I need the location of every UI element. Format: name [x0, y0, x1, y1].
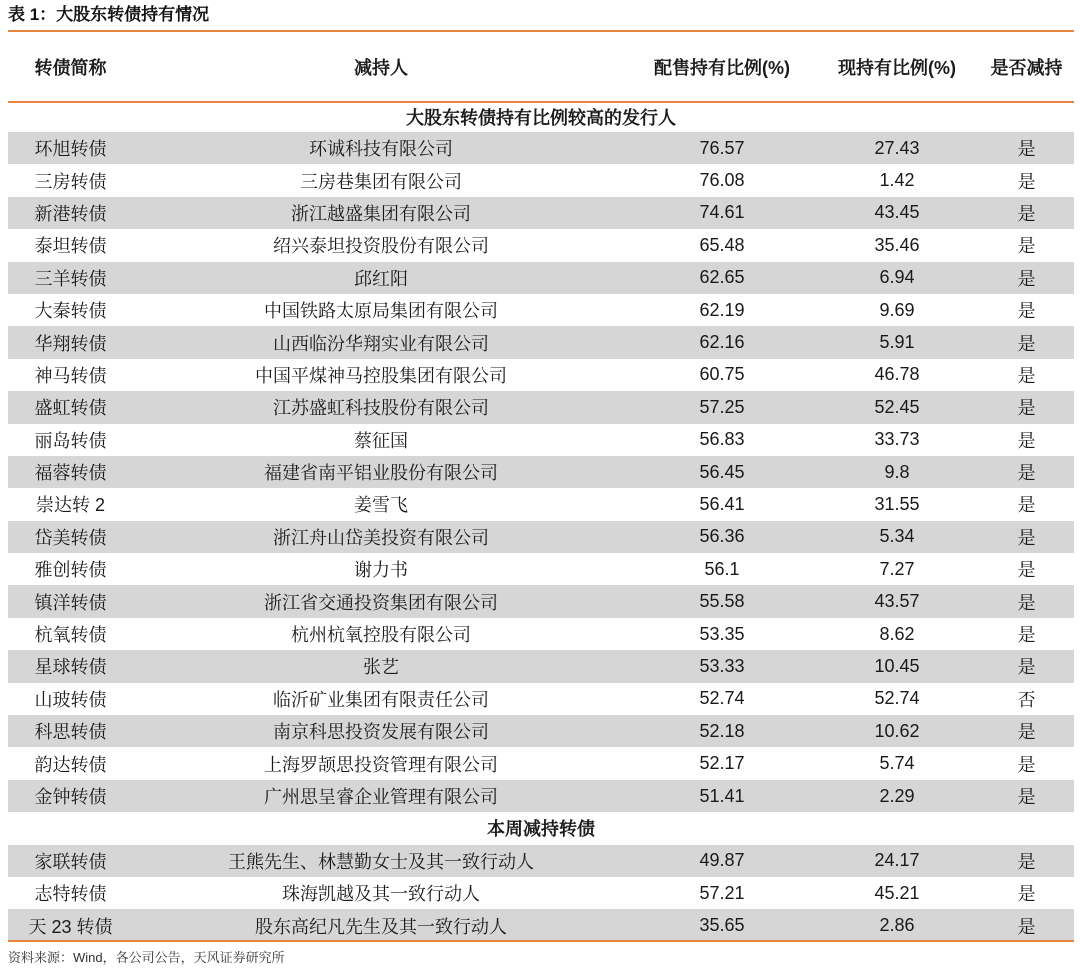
allotment-ratio-cell: 76.57 — [629, 132, 815, 164]
section-high-holding — [8, 101, 1074, 132]
current-ratio-cell: 33.73 — [874, 429, 920, 450]
table-row — [8, 618, 1074, 650]
allotment-ratio-cell: 56.83 — [699, 429, 745, 450]
current-ratio-cell: 10.62 — [815, 715, 979, 747]
current-ratio-cell: 1.42 — [879, 170, 915, 191]
reduced-cell: 是 — [979, 521, 1074, 553]
current-ratio-cell: 46.78 — [874, 364, 920, 385]
reducer-cell: 临沂矿业集团有限责任公司 — [273, 689, 489, 710]
reduced-cell: 是 — [979, 585, 1074, 617]
table-row — [8, 909, 1074, 941]
bond-name-cell: 雅创转债 — [34, 560, 107, 581]
allotment-ratio-cell: 74.61 — [629, 197, 815, 229]
table-row — [8, 197, 1074, 229]
section-weekly-reduction — [8, 812, 1074, 844]
allotment-ratio-cell: 57.25 — [629, 391, 815, 423]
reduced-cell: 是 — [979, 780, 1074, 812]
reducer-cell: 浙江舟山岱美投资有限公司 — [133, 521, 629, 553]
reduced-cell: 是 — [1017, 884, 1036, 905]
reduced-cell: 是 — [979, 391, 1074, 423]
bond-name-cell: 福蓉转债 — [8, 456, 133, 488]
allotment-ratio-cell: 49.87 — [629, 845, 815, 877]
table-row — [8, 521, 1074, 553]
reducer-cell: 珠海凯越及其一致行动人 — [282, 884, 480, 905]
table-caption: 表 1：大股东转债持有情况 — [8, 5, 210, 24]
bond-holding-table — [8, 32, 1074, 942]
reducer-cell: 浙江省交通投资集团有限公司 — [133, 585, 629, 617]
allotment-ratio-cell: 52.18 — [629, 715, 815, 747]
allotment-ratio-cell: 56.1 — [704, 558, 740, 579]
allotment-ratio-cell: 60.75 — [699, 364, 745, 385]
column-header-current-ratio: 现持有比例(%) — [838, 57, 956, 78]
table-row — [8, 132, 1074, 164]
bond-name-cell: 镇洋转债 — [8, 585, 133, 617]
table-row — [8, 164, 1074, 196]
current-ratio-cell: 5.74 — [879, 753, 915, 774]
bond-name-cell: 三房转债 — [34, 171, 107, 192]
column-header-allotment-ratio: 配售持有比例(%) — [654, 57, 790, 78]
reduced-cell: 是 — [1017, 495, 1036, 516]
table-row — [8, 683, 1074, 715]
allotment-ratio-cell: 62.16 — [629, 326, 815, 358]
reducer-cell: 杭州杭氧控股有限公司 — [291, 625, 471, 646]
current-ratio-cell: 45.21 — [874, 882, 920, 903]
bond-name-cell: 神马转债 — [34, 365, 107, 386]
current-ratio-cell: 7.27 — [879, 558, 915, 579]
reducer-cell: 姜雪飞 — [354, 495, 408, 516]
reducer-cell: 上海罗颉思投资管理有限公司 — [264, 754, 498, 775]
reduced-cell: 是 — [979, 326, 1074, 358]
reducer-cell: 三房巷集团有限公司 — [300, 171, 462, 192]
table-row — [8, 391, 1074, 423]
bond-name-cell: 岱美转债 — [8, 521, 133, 553]
table-row — [8, 359, 1074, 391]
table-row — [8, 845, 1074, 877]
current-ratio-cell: 9.8 — [815, 456, 979, 488]
current-ratio-cell: 5.34 — [815, 521, 979, 553]
current-ratio-cell: 43.45 — [815, 197, 979, 229]
reducer-cell: 股东高纪凡先生及其一致行动人 — [133, 909, 629, 941]
bond-name-cell: 泰坦转债 — [34, 236, 107, 257]
current-ratio-cell: 9.69 — [879, 299, 915, 320]
allotment-ratio-cell: 55.58 — [629, 585, 815, 617]
table-row — [8, 424, 1074, 456]
table-row — [8, 456, 1074, 488]
table-row — [8, 715, 1074, 747]
current-ratio-cell: 52.74 — [874, 688, 920, 709]
bond-name-cell: 金钟转债 — [8, 780, 133, 812]
reduced-cell: 是 — [979, 845, 1074, 877]
bond-name-cell: 大秦转债 — [34, 301, 107, 322]
reduced-cell: 是 — [979, 650, 1074, 682]
current-ratio-cell: 10.45 — [815, 650, 979, 682]
source-note: 资料来源：Wind，各公司公告，天风证券研究所 — [8, 950, 285, 965]
allotment-ratio-cell: 53.35 — [699, 623, 745, 644]
table-row — [8, 326, 1074, 358]
allotment-ratio-cell: 56.41 — [699, 493, 745, 514]
table-row — [8, 262, 1074, 294]
allotment-ratio-cell: 76.08 — [699, 170, 745, 191]
bond-name-cell: 丽岛转债 — [34, 430, 107, 451]
reducer-cell: 邱红阳 — [133, 262, 629, 294]
column-header-reduced: 是否减持 — [990, 57, 1063, 78]
reduced-cell: 是 — [979, 262, 1074, 294]
reducer-cell: 福建省南平铝业股份有限公司 — [133, 456, 629, 488]
reduced-cell: 否 — [1017, 689, 1036, 710]
current-ratio-cell: 6.94 — [815, 262, 979, 294]
allotment-ratio-cell: 56.45 — [629, 456, 815, 488]
bond-name-cell: 新港转债 — [8, 197, 133, 229]
column-header-reducer: 减持人 — [354, 57, 408, 78]
reduced-cell: 是 — [1017, 625, 1036, 646]
current-ratio-cell: 31.55 — [874, 493, 920, 514]
current-ratio-cell: 2.86 — [815, 909, 979, 941]
bond-name-cell: 星球转债 — [8, 650, 133, 682]
table-row — [8, 294, 1074, 326]
reduced-cell: 是 — [1017, 236, 1036, 257]
reducer-cell: 蔡征国 — [354, 430, 408, 451]
allotment-ratio-cell: 52.74 — [699, 688, 745, 709]
current-ratio-cell: 35.46 — [874, 234, 920, 255]
header-row — [8, 32, 1074, 101]
current-ratio-cell: 27.43 — [815, 132, 979, 164]
table-row — [8, 553, 1074, 585]
bond-name-cell: 环旭转债 — [8, 132, 133, 164]
table-row — [8, 488, 1074, 520]
current-ratio-cell: 43.57 — [815, 585, 979, 617]
table-bottom-rule — [8, 940, 1074, 942]
reducer-cell: 山西临汾华翔实业有限公司 — [133, 326, 629, 358]
allotment-ratio-cell: 65.48 — [699, 234, 745, 255]
bond-name-cell: 韵达转债 — [34, 754, 107, 775]
bond-name-cell: 盛虹转债 — [8, 391, 133, 423]
allotment-ratio-cell: 62.19 — [699, 299, 745, 320]
bond-name-cell: 崇达转 2 — [35, 495, 105, 516]
bond-name-cell: 山玻转债 — [34, 689, 107, 710]
reduced-cell: 是 — [979, 456, 1074, 488]
reducer-cell: 中国铁路太原局集团有限公司 — [264, 301, 498, 322]
reducer-cell: 谢力书 — [354, 560, 408, 581]
reducer-cell: 中国平煤神马控股集团有限公司 — [255, 365, 507, 386]
table-row — [8, 747, 1074, 779]
reducer-cell: 张艺 — [133, 650, 629, 682]
allotment-ratio-cell: 62.65 — [629, 262, 815, 294]
current-ratio-cell: 24.17 — [815, 845, 979, 877]
bond-name-cell: 杭氧转债 — [34, 625, 107, 646]
reduced-cell: 是 — [1017, 754, 1036, 775]
allotment-ratio-cell: 52.17 — [699, 753, 745, 774]
bond-name-cell: 志特转债 — [34, 884, 107, 905]
table-row — [8, 877, 1074, 909]
allotment-ratio-cell: 53.33 — [629, 650, 815, 682]
bond-name-cell: 天 23 转债 — [8, 909, 133, 941]
table-row — [8, 650, 1074, 682]
reducer-cell: 广州思呈睿企业管理有限公司 — [133, 780, 629, 812]
current-ratio-cell: 2.29 — [815, 780, 979, 812]
reduced-cell: 是 — [979, 132, 1074, 164]
reduced-cell: 是 — [979, 197, 1074, 229]
reducer-cell: 王熊先生、林慧勤女士及其一致行动人 — [133, 845, 629, 877]
reduced-cell: 是 — [1017, 171, 1036, 192]
reduced-cell: 是 — [1017, 301, 1036, 322]
table-row — [8, 780, 1074, 812]
reducer-cell: 江苏盛虹科技股份有限公司 — [133, 391, 629, 423]
current-ratio-cell: 52.45 — [815, 391, 979, 423]
allotment-ratio-cell: 57.21 — [699, 882, 745, 903]
reduced-cell: 是 — [1017, 365, 1036, 386]
reduced-cell: 是 — [1017, 560, 1036, 581]
bond-name-cell: 华翔转债 — [8, 326, 133, 358]
current-ratio-cell: 8.62 — [879, 623, 915, 644]
section-weekly-reduction-title: 本周减持转债 — [487, 819, 595, 840]
reducer-cell: 南京科思投资发展有限公司 — [133, 715, 629, 747]
reduced-cell: 是 — [1017, 430, 1036, 451]
bond-name-cell: 三羊转债 — [8, 262, 133, 294]
allotment-ratio-cell: 51.41 — [629, 780, 815, 812]
table-row — [8, 229, 1074, 261]
column-header-bond-name: 转债简称 — [34, 57, 107, 78]
reducer-cell: 绍兴泰坦投资股份有限公司 — [273, 236, 489, 257]
table-row — [8, 585, 1074, 617]
current-ratio-cell: 5.91 — [815, 326, 979, 358]
reduced-cell: 是 — [979, 909, 1074, 941]
reduced-cell: 是 — [979, 715, 1074, 747]
bond-name-cell: 家联转债 — [8, 845, 133, 877]
allotment-ratio-cell: 35.65 — [629, 909, 815, 941]
bond-name-cell: 科思转债 — [8, 715, 133, 747]
allotment-ratio-cell: 56.36 — [629, 521, 815, 553]
section-high-holding-title: 大股东转债持有比例较高的发行人 — [406, 107, 676, 128]
reducer-cell: 环诚科技有限公司 — [133, 132, 629, 164]
reducer-cell: 浙江越盛集团有限公司 — [133, 197, 629, 229]
